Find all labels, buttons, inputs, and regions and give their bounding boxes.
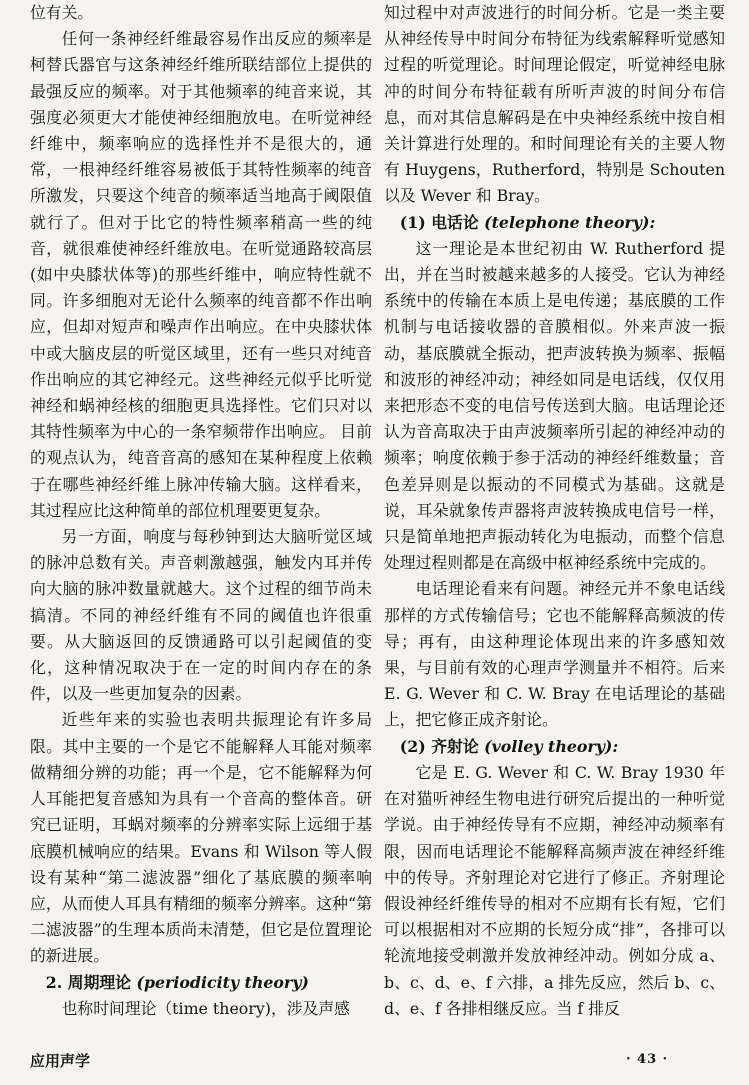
heading-term: (periodicity theory): [136, 972, 309, 992]
left-column: [30, 0, 372, 1022]
paragraph: 电话理论看来有问题。神经元并不象电话线那样的方式传输信号；它也不能解释高频波的传导；再有，由这种理论体现出来的许多感知效果，与目前有效的心理声学测量并不相符。后来 E. G. Wever 和 C. W. Bray 在电话理论的基础上，把它修正成齐射论。: [384, 579, 725, 730]
section-heading-telephone: [384, 210, 725, 236]
right-column: [384, 0, 725, 1022]
section-heading-volley: [384, 734, 725, 760]
paragraph: 近些年来的实验也表明共振理论有许多局限。其中主要的一个是它不能解释人耳能对频率做精细分辨的功能；再一个是，它不能解释为何人耳能把复音感知为具有一个音高的整体音。研究已证明，耳蜗对频率的分辨率实际上远细于基底膜机械响应的结果。Evans 和 Wilson 等人假设有某种“第二滤波器”细化了基底膜的频率响应，从而使人耳具有精细的频率分辨率。这种“第二滤波器”的生理本质尚未清楚，但它是位置理论的新进展。: [30, 710, 372, 966]
heading-term: (telephone theory):: [484, 212, 656, 232]
page-number: · 43 ·: [626, 1052, 669, 1067]
paragraph: 知过程中对声波进行的时间分析。它是一类主要从神经传导中时间分布特征为线索解释听觉感知过程的听觉理论。时间理论假定，听觉神经电脉冲的时间分布特征载有所听声波的时间分布信息，而对其信息解码是在中央神经系统中按自相关计算进行处理的。和时间理论有关的主要人物有 Huygens，Rutherford，特别是 Schouten 以及 Wever 和 Bray。: [384, 3, 725, 206]
section-heading-periodicity: [30, 970, 372, 996]
heading-number: 2. 周期理论: [45, 972, 131, 992]
paragraph: 它是 E. G. Wever 和 C. W. Bray 1930 年在对猫听神经生物电进行研究后提出的一种听觉学说。由于神经传导有不应期，神经冲动频率有限，因而电话理论不能解释高频声波在神经纤维中的传导。齐射理论对它进行了修正。齐射理论假设神经纤维传导的相对不应期有长有短，它们可以根据相对不应期的长短分成“排”，各排可以轮流地接受刺激并发放神经冲动。例如分成 a、b、c、d、e、f 六排，a 排先反应，然后 b、c、d、e、f 各排相继反应。当 f 排反: [384, 762, 725, 1018]
paragraph: 任何一条神经纤维最容易作出反应的频率是柯替氏器官与这条神经纤维所联结部位上提供的最强反应的频率。对于其他频率的纯音来说，其强度必须更大才能使神经细胞放电。在听觉神经纤维中，频率响应的选择性并不是很大的，通常，一根神经纤维容易被低于其特性频率的纯音所激发，只要这个纯音的频率适当地高于阈限值就行了。但对于比它的特性频率稍高一些的纯音，就很难使神经纤维放电。在听觉通路较高层(如中央膝状体等)的那些纤维中，响应特性就不同。许多细胞对无论什么频率的纯音都不作出响应，但却对短声和噪声作出响应。在中央膝状体中或大脑皮层的听觉区域里，还有一些只对纯音作出响应的其它神经元。这些神经元似乎比听觉神经和蜗神经核的细胞更具选择性。它们只对以其特性频率为中心的一条窄频带作出响应。 目前的观点认为，纯音音高的感知在某种程度上依赖于在哪些神经纤维上脉冲传输大脑。这样看来，其过程应比这种简单的部位机理要更复杂。: [30, 29, 372, 520]
paragraph: 这一理论是本世纪初由 W. Rutherford 提出，并在当时被越来越多的人接受。它认为神经系统中的传输在本质上是电传递；基底膜的工作机制与电话接收器的音膜相似。外来声波一振动，基底膜就全振动，把声波转换为频率、振幅和波形的神经冲动；神经如同是电话线，仅仅用来把形态不变的电信号传送到大脑。电话理论还认为音高取决于由声波频率所引起的神经冲动的频率；响度依赖于参于活动的神经纤维数量；音色差异则是以振动的不同模式为基础。这就是说，耳朵就象传声器将声波转换成电信号一样，只是简单地把声振动转化为电振动，而整个信息处理过程则都是在高级中枢神经系统中完成的。: [384, 238, 725, 573]
paragraph: 另一方面，响度与每秒钟到达大脑听觉区域的脉冲总数有关。声音刺激越强，触发内耳并传向大脑的脉冲数量就越大。这个过程的细节尚未搞清。不同的神经纤维有不同的阈值也许很重要。从大脑返回的反馈通路可以引起阈值的变化，这种情况取决于在一定的时间内存在的条件，以及一些更加复杂的因素。: [30, 527, 372, 704]
heading-number: (2) 齐射论: [399, 736, 479, 756]
paragraph: 位有关。: [30, 3, 94, 22]
journal-name: 应用声学: [30, 1052, 91, 1070]
paragraph: 也称时间理论（time theory)，涉及声感: [61, 998, 350, 1018]
heading-term: (volley theory):: [484, 736, 619, 756]
heading-number: (1) 电话论: [399, 212, 479, 232]
